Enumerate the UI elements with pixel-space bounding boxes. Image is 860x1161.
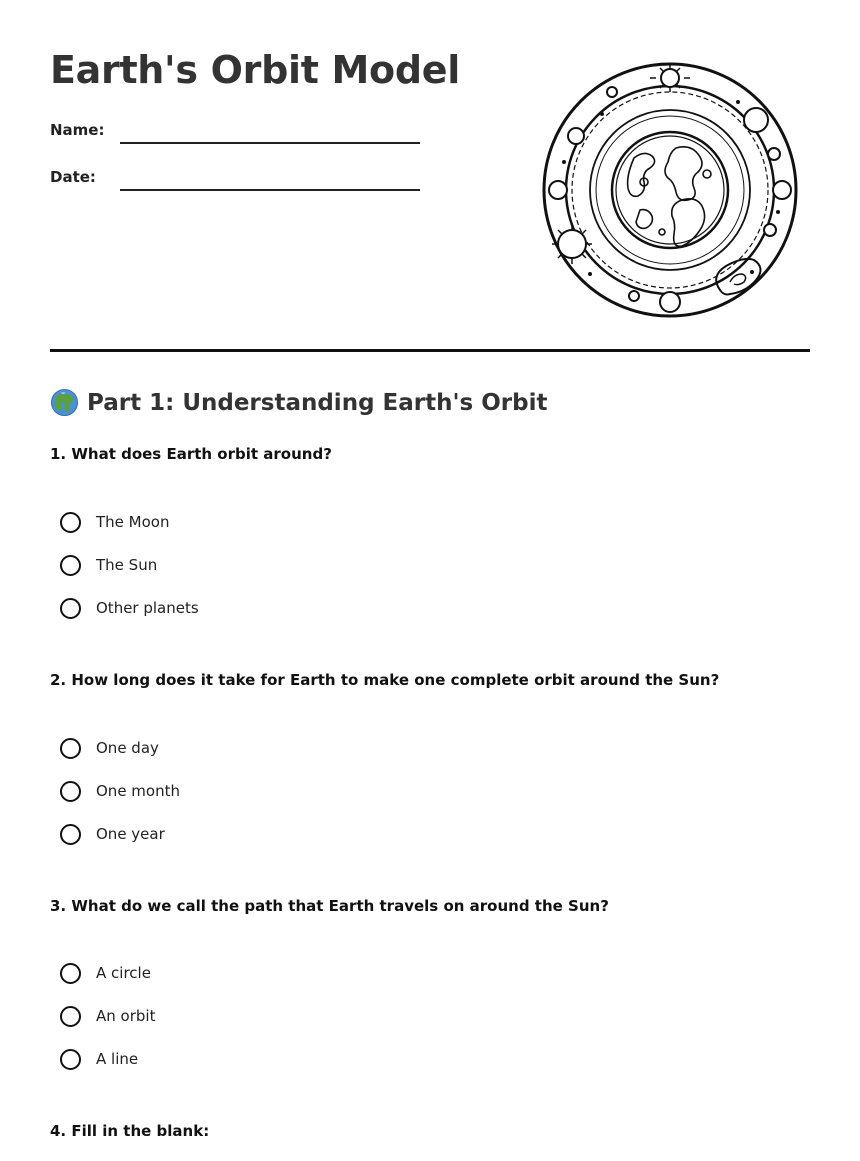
date-field[interactable] (50, 163, 430, 193)
question-3: 3. What do we call the path that Earth travels on around the Sun? (50, 897, 609, 915)
radio-button[interactable] (60, 824, 81, 845)
radio-button[interactable] (60, 598, 81, 619)
radio-button[interactable] (60, 781, 81, 802)
option-label: One year (96, 825, 165, 843)
name-blank-line[interactable] (120, 142, 420, 144)
q3-option-line[interactable] (60, 1046, 138, 1072)
question-2: 2. How long does it take for Earth to make one complete orbit around the Sun? (50, 671, 720, 689)
radio-button[interactable] (60, 512, 81, 533)
worksheet-title: Earth's Orbit Model (50, 48, 460, 92)
globe-icon (50, 388, 79, 417)
radio-button[interactable] (60, 555, 81, 576)
worksheet-header (0, 0, 860, 353)
part1-title: Part 1: Understanding Earth's Orbit (87, 389, 548, 416)
radio-button[interactable] (60, 963, 81, 984)
q2-option-one-day[interactable] (60, 735, 159, 761)
earth-orbit-mandala-icon (542, 62, 798, 318)
section-divider (50, 349, 810, 352)
question-4: 4. Fill in the blank: (50, 1122, 210, 1140)
date-blank-line[interactable] (120, 189, 420, 191)
name-field[interactable] (50, 116, 430, 146)
q1-option-other-planets[interactable] (60, 595, 199, 621)
option-label: One day (96, 739, 159, 757)
option-label: An orbit (96, 1007, 156, 1025)
radio-button[interactable] (60, 738, 81, 759)
q3-option-circle[interactable] (60, 960, 151, 986)
q2-option-one-month[interactable] (60, 778, 180, 804)
option-label: Other planets (96, 599, 199, 617)
option-label: A line (96, 1050, 139, 1068)
option-label: A circle (96, 964, 151, 982)
name-label: Name: (50, 121, 105, 139)
q1-option-moon[interactable] (60, 509, 169, 535)
option-label: One month (96, 782, 180, 800)
option-label: The Moon (96, 513, 170, 531)
radio-button[interactable] (60, 1049, 81, 1070)
date-label: Date: (50, 168, 96, 186)
q3-option-orbit[interactable] (60, 1003, 155, 1029)
option-label: The Sun (96, 556, 158, 574)
q2-option-one-year[interactable] (60, 821, 165, 847)
question-1: 1. What does Earth orbit around? (50, 445, 332, 463)
q1-option-sun[interactable] (60, 552, 157, 578)
radio-button[interactable] (60, 1006, 81, 1027)
part1-heading (50, 388, 547, 417)
